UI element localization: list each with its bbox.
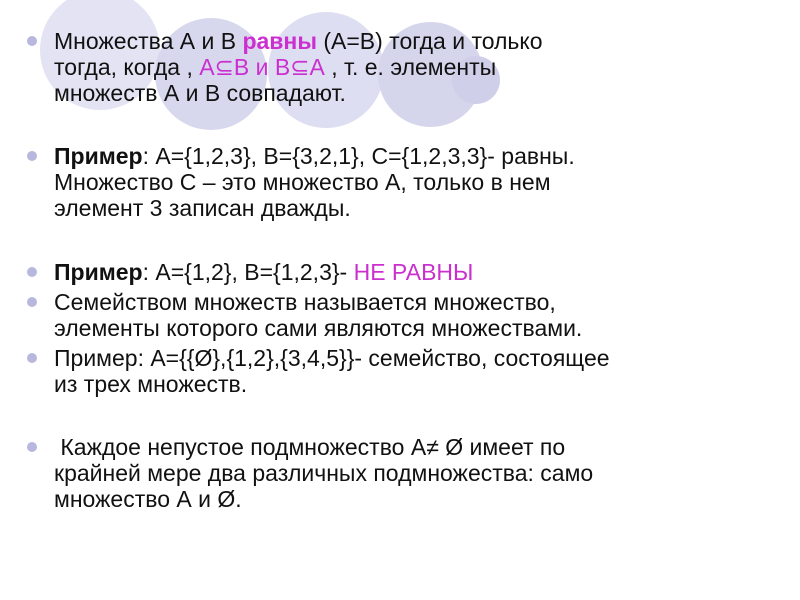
bullet-set-equality (24, 28, 784, 106)
text: Пример: А={{Ø},{1,2},{3,4,5}}- семейство, состоящее (54, 345, 610, 371)
text: Каждое непустое подмножество А≠ Ø имеет по (54, 434, 566, 460)
bullet-example-not-equal (24, 259, 784, 285)
bullet-dot-icon (27, 353, 37, 363)
text: крайней мере два различных подмножества: само (54, 460, 594, 486)
highlight-term: равны (242, 28, 317, 54)
text: множество А и Ø. (54, 486, 242, 512)
text: , т. е. элементы (324, 54, 497, 80)
bullet-subsets (24, 434, 784, 512)
bullet-dot-icon (27, 297, 37, 307)
text: множеств А и В совпадают. (54, 80, 346, 106)
text: элемент 3 записан дважды. (54, 195, 351, 221)
text: : А={1,2}, В={1,2,3}- (142, 259, 354, 285)
text: элементы которого сами являются множествами. (54, 315, 583, 341)
text: Множества А и В (54, 28, 243, 54)
bullet-family-example (24, 345, 784, 397)
bullet-example-equal (24, 143, 784, 221)
example-label: Пример (54, 143, 143, 169)
text: : А={1,2,3}, В={3,2,1}, С={1,2,3,3}- равны. (142, 143, 575, 169)
bullet-family-definition (24, 289, 784, 341)
bullet-dot-icon (27, 442, 37, 452)
text: (А=В) тогда и только (316, 28, 543, 54)
highlight-not-equal: НЕ РАВНЫ (353, 259, 474, 285)
example-label: Пример (54, 259, 143, 285)
text: тогда, когда , (54, 54, 200, 80)
highlight-formula: А⊆В и В⊆А (199, 54, 325, 80)
bullet-dot-icon (27, 36, 37, 46)
bullet-dot-icon (27, 151, 37, 161)
text: из трех множеств. (54, 371, 248, 397)
text: Семейством множеств называется множество, (54, 289, 556, 315)
bullet-dot-icon (27, 267, 37, 277)
slide-content (24, 28, 784, 512)
text: Множество С – это множество А, только в нем (54, 169, 551, 195)
